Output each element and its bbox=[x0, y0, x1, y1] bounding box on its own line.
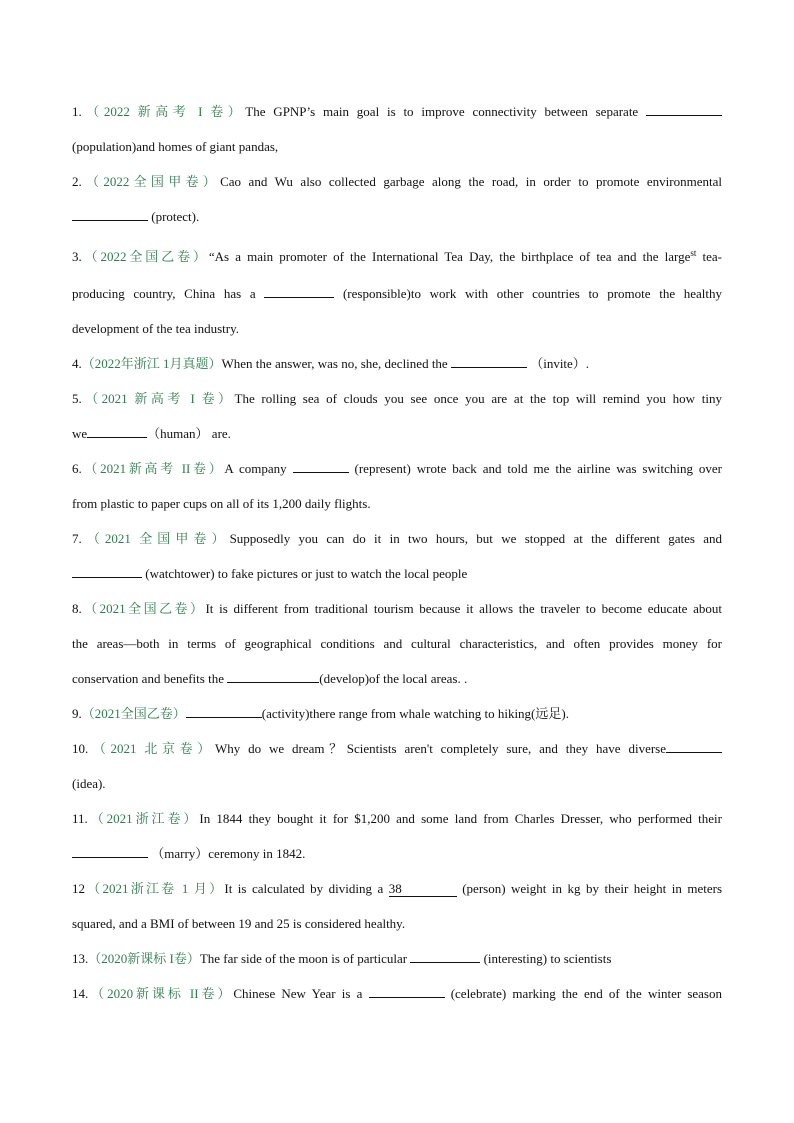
question-source: （2021新高考 II卷） bbox=[81, 461, 225, 476]
question-8-line-2 bbox=[72, 634, 722, 654]
question-number: 9. bbox=[72, 706, 82, 721]
question-5-line-2 bbox=[72, 424, 722, 444]
question-text: (population)and homes of giant pandas, bbox=[72, 139, 279, 154]
question-text: Supposedly you can do it in two hours, but we stopped at the different gates and bbox=[229, 531, 722, 546]
question-text: (watchtower) to fake pictures or just to watch the local people bbox=[145, 566, 468, 581]
question-text: In 1844 they bought it for $1,200 and some land from Charles Dresser, who performed their bbox=[199, 811, 722, 826]
question-number: 3. bbox=[72, 249, 82, 264]
question-source: （2021 全国甲卷） bbox=[81, 531, 230, 546]
question-8-line-3 bbox=[72, 669, 722, 689]
question-source: （2021浙江卷 1 月） bbox=[85, 881, 225, 896]
question-text: (protect). bbox=[151, 209, 200, 224]
question-number: 8. bbox=[72, 601, 82, 616]
question-text: (represent) wrote back and told me the airline was switching over bbox=[354, 461, 722, 476]
question-text: squared, and a BMI of between 19 and 25 is considered healthy. bbox=[72, 916, 406, 931]
question-number: 1. bbox=[72, 104, 82, 119]
question-number: 12 bbox=[72, 881, 85, 896]
answer-blank[interactable] bbox=[451, 354, 527, 368]
question-11-line-1 bbox=[72, 809, 722, 829]
question-5-line-1 bbox=[72, 389, 722, 409]
answer-blank[interactable] bbox=[72, 844, 148, 858]
question-text: Cao and Wu also collected garbage along the road, in order to promote environmental bbox=[220, 174, 722, 189]
question-8-line-1 bbox=[72, 599, 722, 619]
question-1-line-2 bbox=[72, 137, 722, 157]
filled-answer[interactable]: 38 bbox=[389, 882, 457, 897]
question-text: (idea). bbox=[72, 776, 106, 791]
answer-blank[interactable] bbox=[666, 739, 722, 753]
question-11-line-2 bbox=[72, 844, 722, 864]
answer-blank[interactable] bbox=[264, 284, 334, 298]
question-source: （2021全国乙卷） bbox=[81, 706, 186, 721]
question-text: It is different from traditional tourism because it allows the traveler to become educate about bbox=[205, 601, 722, 616]
question-number: 11. bbox=[72, 811, 88, 826]
question-12-line-2 bbox=[72, 914, 722, 934]
question-3-line-1 bbox=[72, 247, 722, 267]
question-1-line-1 bbox=[72, 102, 722, 122]
question-text: (person) weight in kg by their height in meters bbox=[462, 881, 722, 896]
question-text: （invite）. bbox=[530, 356, 590, 371]
question-text: When the answer, was no, she, declined the bbox=[221, 356, 448, 371]
question-text: (interesting) to scientists bbox=[483, 951, 612, 966]
question-3-line-3 bbox=[72, 319, 722, 339]
question-text: development of the tea industry. bbox=[72, 321, 240, 336]
question-10-line-2 bbox=[72, 774, 722, 794]
question-number: 7. bbox=[72, 531, 82, 546]
question-6-line-2 bbox=[72, 494, 722, 514]
question-text: tea- bbox=[702, 249, 722, 264]
question-source: （2022全国甲卷） bbox=[81, 174, 221, 189]
superscript: st bbox=[690, 248, 697, 258]
answer-blank[interactable] bbox=[72, 564, 142, 578]
question-text: A company bbox=[224, 461, 287, 476]
question-9-line-1 bbox=[72, 704, 722, 724]
answer-blank[interactable] bbox=[646, 102, 722, 116]
question-number: 4. bbox=[72, 356, 82, 371]
question-text: (celebrate) marking the end of the winter season bbox=[450, 986, 722, 1001]
question-number: 13. bbox=[72, 951, 89, 966]
question-source: （2020新课标 I卷） bbox=[88, 951, 200, 966]
question-text: “As a main promoter of the International Tea Day, the birthplace of tea and the large bbox=[208, 249, 691, 264]
question-text: (responsible)to work with other countries to promote the healthy bbox=[342, 286, 722, 301]
answer-blank[interactable] bbox=[293, 459, 349, 473]
answer-blank[interactable] bbox=[410, 949, 480, 963]
answer-blank[interactable] bbox=[227, 669, 319, 683]
question-text: The GPNP’s main goal is to improve connectivity between separate bbox=[245, 104, 639, 119]
question-12-line-1 bbox=[72, 879, 722, 899]
question-text: （marry）ceremony in 1842. bbox=[151, 846, 306, 861]
answer-blank[interactable] bbox=[72, 207, 148, 221]
question-source: （2022全国乙卷） bbox=[81, 249, 209, 264]
question-number: 10. bbox=[72, 741, 89, 756]
question-2-line-1 bbox=[72, 172, 722, 192]
question-text: we bbox=[72, 426, 88, 441]
answer-blank[interactable] bbox=[87, 424, 147, 438]
question-text: Chinese New Year is a bbox=[233, 986, 363, 1001]
question-7-line-2 bbox=[72, 564, 722, 584]
question-source: （2020新课标 II卷） bbox=[88, 986, 234, 1001]
question-13-line-1 bbox=[72, 949, 722, 969]
question-text: (activity)there range from whale watching to hiking(远足). bbox=[261, 706, 569, 721]
question-6-line-1 bbox=[72, 459, 722, 479]
question-text: Why do we dream？Scientists aren't completely sure, and they have diverse bbox=[214, 741, 666, 756]
question-3-line-2 bbox=[72, 284, 722, 304]
question-14-line-1 bbox=[72, 984, 722, 1004]
answer-blank[interactable] bbox=[186, 704, 262, 718]
question-source: （2021 新高考 I 卷） bbox=[81, 391, 235, 406]
question-text: (develop)of the local areas. . bbox=[319, 671, 468, 686]
question-4-line-1 bbox=[72, 354, 722, 374]
question-number: 6. bbox=[72, 461, 82, 476]
question-7-line-1 bbox=[72, 529, 722, 549]
question-text: from plastic to paper cups on all of its 1,200 daily flights. bbox=[72, 496, 371, 511]
question-text: The rolling sea of clouds you see once you are at the top will remind you how tiny bbox=[234, 391, 722, 406]
question-number: 14. bbox=[72, 986, 89, 1001]
question-2-line-2 bbox=[72, 207, 722, 227]
question-text: the areas—both in terms of geographical conditions and cultural characteristics, and often provides money for bbox=[72, 636, 722, 651]
question-source: （2022 新高考 I 卷） bbox=[81, 104, 246, 119]
question-number: 2. bbox=[72, 174, 82, 189]
question-source: （2021浙江卷） bbox=[87, 811, 200, 826]
question-text: conservation and benefits the bbox=[72, 671, 224, 686]
question-text: The far side of the moon is of particular bbox=[199, 951, 408, 966]
question-text: （human） are. bbox=[147, 426, 231, 441]
question-number: 5. bbox=[72, 391, 82, 406]
answer-blank[interactable] bbox=[369, 984, 445, 998]
question-text: producing country, China has a bbox=[72, 286, 256, 301]
question-source: （2021 北京卷） bbox=[88, 741, 215, 756]
question-source: （2021全国乙卷） bbox=[81, 601, 206, 616]
question-source: （2022年浙江 1月真题） bbox=[81, 356, 222, 371]
question-10-line-1 bbox=[72, 739, 722, 759]
question-text: It is calculated by dividing a bbox=[224, 881, 384, 896]
